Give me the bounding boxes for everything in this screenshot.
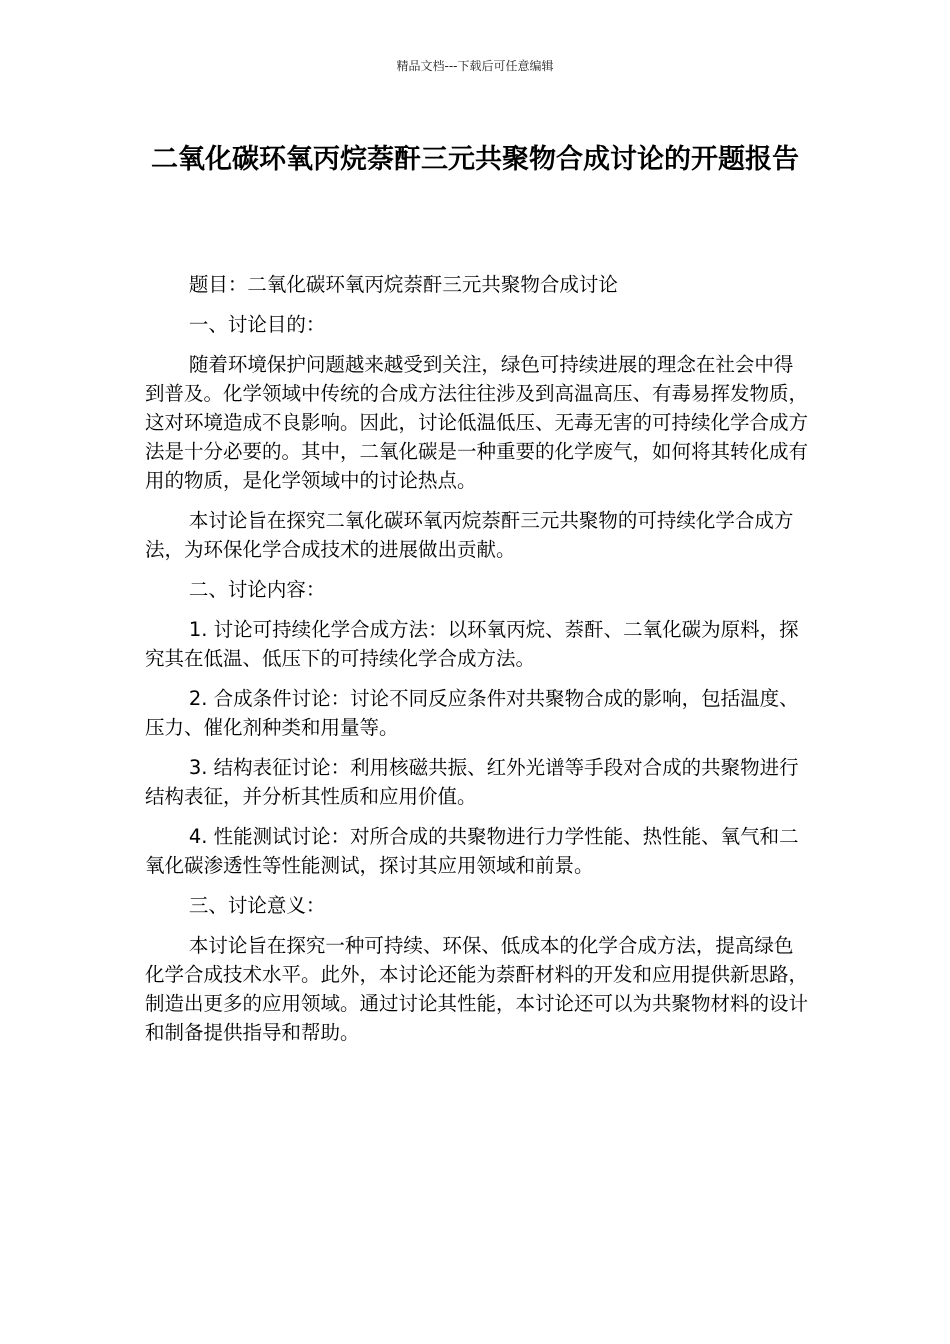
paragraph-purpose-aim: 本讨论旨在探究二氧化碳环氧丙烷萘酐三元共聚物的可持续化学合成方法，为环保化学合成技术的进展做出贡献。 (145, 509, 794, 561)
section-heading-significance: 三、讨论意义： (188, 894, 326, 917)
document-body (145, 270, 810, 1058)
paragraph-purpose-background: 随着环境保护问题越来越受到关注，绿色可持续进展的理念在社会中得到普及。化学领域中传统的合成方法往往涉及到高温高压、有毒易挥发物质，这对环境造成不良影响。因此，讨论低温低压、无毒无害的可持续化学合成方法是十分必要的。其中，二氧化碳是一种重要的化学废气，如何将其转化成有用的物质，是化学领域中的讨论热点。 (145, 353, 809, 492)
content-item-2: 2. 合成条件讨论：讨论不同反应条件对共聚物合成的影响，包括温度、压力、催化剂种类和用量等。 (145, 687, 799, 739)
topic-line: 题目：二氧化碳环氧丙烷萘酐三元共聚物合成讨论 (188, 273, 618, 296)
content-item-3: 3. 结构表征讨论：利用核磁共振、红外光谱等手段对合成的共聚物进行结构表征，并分析其性质和应用价值。 (145, 756, 799, 808)
document-title: 二氧化碳环氧丙烷萘酐三元共聚物合成讨论的开题报告 (151, 144, 799, 175)
section-heading-content: 二、讨论内容： (188, 578, 326, 601)
header-note: 精品文档---下载后可任意编辑 (396, 59, 554, 73)
section-heading-purpose: 一、讨论目的： (188, 313, 326, 336)
paragraph-significance: 本讨论旨在探究一种可持续、环保、低成本的化学合成方法，提高绿色化学合成技术水平。此外，本讨论还能为萘酐材料的开发和应用提供新思路，制造出更多的应用领域。通过讨论其性能，本讨论还可以为共聚物材料的设计和制备提供指导和帮助。 (145, 934, 809, 1044)
content-item-4: 4. 性能测试讨论：对所合成的共聚物进行力学性能、热性能、氧气和二氧化碳渗透性等性能测试，探讨其应用领域和前景。 (145, 825, 799, 877)
content-item-1: 1. 讨论可持续化学合成方法：以环氧丙烷、萘酐、二氧化碳为原料，探究其在低温、低压下的可持续化学合成方法。 (145, 618, 799, 670)
